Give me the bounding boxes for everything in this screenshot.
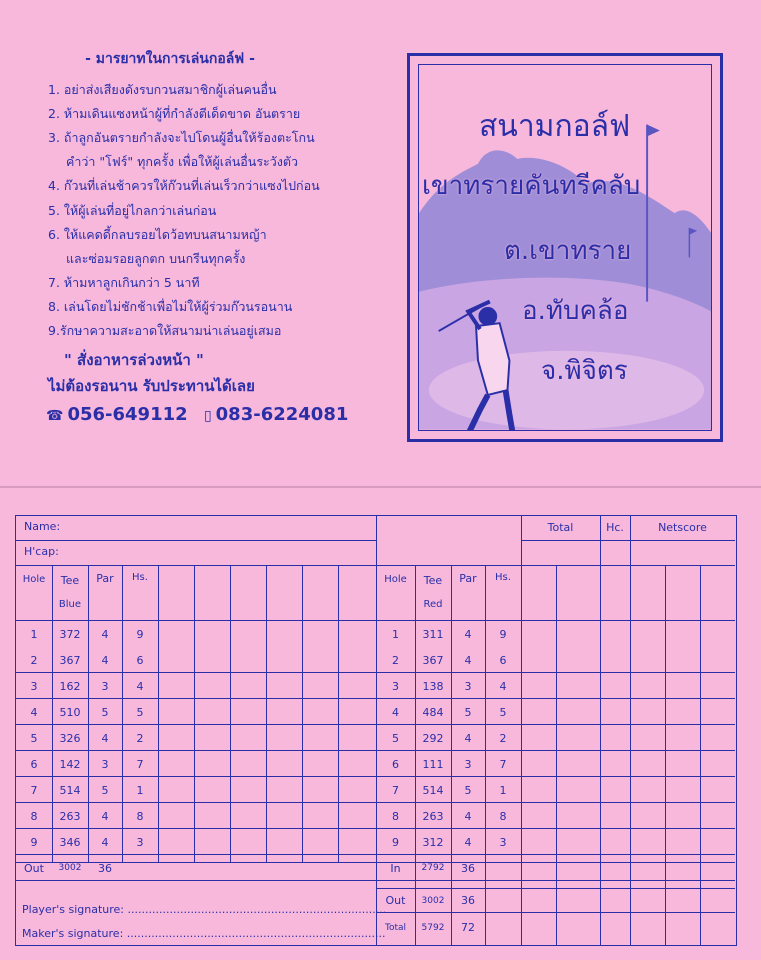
score-cell[interactable]	[557, 673, 600, 697]
par-header: Par	[96, 572, 114, 585]
score-cell[interactable]	[339, 803, 376, 827]
par-value: 5	[464, 784, 472, 797]
par-value: 4	[101, 628, 109, 641]
total-row-label: Total	[384, 923, 407, 933]
handicap-stroke: 9	[499, 628, 507, 641]
score-cell[interactable]	[339, 673, 376, 697]
handicap-stroke: 6	[499, 654, 507, 667]
score-cell[interactable]	[231, 725, 266, 749]
score-cell[interactable]	[666, 777, 700, 801]
handicap-stroke: 7	[136, 758, 144, 771]
hcap-field[interactable]	[16, 541, 376, 565]
score-cell[interactable]	[601, 699, 630, 723]
tee-red-label: Red	[423, 599, 443, 610]
logo-inner-frame	[418, 64, 712, 431]
score-cell[interactable]	[701, 621, 735, 645]
tee-yardage: 263	[422, 810, 444, 823]
tee-yardage: 311	[422, 628, 444, 641]
score-cell[interactable]	[303, 803, 338, 827]
grid-line	[451, 565, 452, 945]
par-value: 4	[101, 654, 109, 667]
score-cell[interactable]	[303, 621, 338, 645]
score-cell[interactable]	[159, 829, 194, 853]
score-cell[interactable]	[195, 725, 230, 749]
par-header: Par	[459, 572, 477, 585]
name-field[interactable]	[16, 516, 376, 540]
tee-yardage: 263	[59, 810, 81, 823]
handicap-stroke: 8	[499, 810, 507, 823]
par-value: 4	[464, 628, 472, 641]
score-cell[interactable]	[231, 673, 266, 697]
score-cell[interactable]	[303, 699, 338, 723]
rule-item: และซ่อมรอยลูกตก บนกรีนทุกครั้ง	[66, 251, 246, 266]
hole-number: 2	[30, 654, 38, 667]
total-label: Total	[547, 521, 574, 534]
rule-item: 6. ให้แคดดี้กลบรอยไดว้อทบนสนามหญ้า	[48, 227, 267, 242]
hole-number: 5	[30, 732, 38, 745]
score-cell[interactable]	[231, 621, 266, 645]
score-cell[interactable]	[267, 699, 302, 723]
par-value: 3	[101, 680, 109, 693]
score-cell[interactable]	[195, 803, 230, 827]
rule-item: 3. ถ้าลูกอันตรายกำลังจะไปโดนผู้อื่นให้ร้องตะโกน	[48, 130, 315, 145]
score-cell[interactable]	[267, 673, 302, 697]
score-cell[interactable]	[701, 647, 735, 671]
score-cell[interactable]	[522, 621, 556, 645]
score-cell[interactable]	[701, 829, 735, 853]
score-cell[interactable]	[339, 777, 376, 801]
par-value: 5	[464, 706, 472, 719]
score-cell[interactable]	[557, 777, 600, 801]
score-cell[interactable]	[195, 647, 230, 671]
par-value: 5	[101, 784, 109, 797]
score-cell[interactable]	[522, 699, 556, 723]
hole-number: 8	[392, 810, 399, 823]
score-cell[interactable]	[267, 725, 302, 749]
score-cell[interactable]	[267, 777, 302, 801]
score-cell[interactable]	[701, 725, 735, 749]
handicap-stroke: 2	[499, 732, 507, 745]
score-cell[interactable]	[231, 777, 266, 801]
score-cell[interactable]	[231, 751, 266, 775]
score-cell[interactable]	[666, 751, 700, 775]
par-value: 3	[464, 680, 472, 693]
score-cell[interactable]	[601, 725, 630, 749]
tee-header: Tee	[60, 574, 80, 587]
score-cell[interactable]	[601, 777, 630, 801]
hole-number: 8	[30, 810, 38, 823]
logo-club-name: เขาทรายคันทรีคลับ	[422, 171, 641, 201]
mobile-phone-icon: ▯	[203, 408, 212, 424]
hole-number: 2	[392, 654, 399, 667]
score-cell[interactable]	[631, 725, 665, 749]
order-ahead-subtext: ไม่ต้องรอนาน รับประทานได้เลย	[48, 377, 255, 395]
tee-yardage: 111	[422, 758, 444, 771]
tee-yardage: 142	[59, 758, 81, 771]
score-cell[interactable]	[159, 751, 194, 775]
score-cell[interactable]	[303, 725, 338, 749]
handicap-stroke: 3	[136, 836, 144, 849]
score-cell[interactable]	[522, 725, 556, 749]
score-cell[interactable]	[195, 699, 230, 723]
maker-signature-line: Maker's signature: ..........................................................................	[22, 927, 386, 940]
score-cell[interactable]	[631, 699, 665, 723]
hole-number: 4	[30, 706, 38, 719]
par-value: 4	[101, 836, 109, 849]
score-cell[interactable]	[557, 647, 600, 671]
tee-yardage: 326	[59, 732, 81, 745]
score-cell[interactable]	[701, 777, 735, 801]
score-cell[interactable]	[159, 699, 194, 723]
tee-yardage: 372	[59, 628, 81, 641]
score-cell[interactable]	[666, 699, 700, 723]
tee-blue-label: Blue	[58, 599, 82, 610]
handicap-stroke: 5	[499, 706, 507, 719]
score-cell[interactable]	[557, 803, 600, 827]
score-cell[interactable]	[631, 829, 665, 853]
tee-yardage: 346	[59, 836, 81, 849]
tee-yardage: 162	[59, 680, 81, 693]
grid-line	[521, 540, 735, 541]
out-par-total: 36	[98, 862, 112, 875]
score-cell[interactable]	[267, 803, 302, 827]
score-cell[interactable]	[339, 725, 376, 749]
score-cell[interactable]	[522, 647, 556, 671]
score-cell[interactable]	[631, 621, 665, 645]
out-tee-total: 3002	[58, 863, 82, 873]
score-cell[interactable]	[601, 673, 630, 697]
hole-number: 3	[392, 680, 399, 693]
handicap-stroke: 9	[136, 628, 144, 641]
grand-par-total: 72	[461, 921, 475, 934]
score-cell[interactable]	[303, 673, 338, 697]
player-signature-line: Player's signature: ..........................................................................	[22, 903, 387, 916]
phone-numbers	[46, 404, 348, 425]
rule-item: 2. ห้ามเดินแซงหน้าผู้ที่กำลังตีเด็ดขาด อันตราย	[48, 106, 301, 121]
hole-number: 7	[30, 784, 38, 797]
handicap-stroke: 1	[136, 784, 144, 797]
grid-line	[415, 565, 416, 945]
score-cell[interactable]	[557, 621, 600, 645]
score-cell[interactable]	[267, 621, 302, 645]
in-tee-total: 2792	[421, 863, 445, 873]
handicap-stroke: 4	[136, 680, 144, 693]
score-cell[interactable]	[231, 647, 266, 671]
hole-number: 3	[30, 680, 38, 693]
hcap-label: H'cap:	[24, 545, 59, 558]
par-value: 5	[101, 706, 109, 719]
score-cell[interactable]	[631, 777, 665, 801]
hc-label: Hc.	[606, 521, 624, 534]
in-par-total: 36	[461, 862, 475, 875]
score-cell[interactable]	[195, 829, 230, 853]
score-card	[15, 515, 737, 946]
rule-item: 1. อย่าส่งเสียงดังรบกวนสมาชิกผู้เล่นคนอื่น	[48, 82, 277, 97]
score-cell[interactable]	[339, 647, 376, 671]
score-cell[interactable]	[231, 803, 266, 827]
score-cell[interactable]	[631, 647, 665, 671]
telephone-icon: ☎	[46, 408, 64, 424]
score-cell[interactable]	[701, 803, 735, 827]
score-cell[interactable]	[666, 829, 700, 853]
netscore-label: Netscore	[658, 521, 707, 534]
hole-header: Hole	[22, 574, 46, 585]
score-cell[interactable]	[601, 803, 630, 827]
score-cell[interactable]	[522, 829, 556, 853]
score-cell[interactable]	[557, 725, 600, 749]
tee-yardage: 138	[422, 680, 444, 693]
hole-number: 9	[392, 836, 399, 849]
par-value: 3	[101, 758, 109, 771]
score-cell[interactable]	[557, 829, 600, 853]
rule-item: 5. ให้ผู้เล่นที่อยู่ไกลกว่าเล่นก่อน	[48, 203, 217, 218]
rule-item: 9.รักษาความสะอาดให้สนามน่าเล่นอยู่เสมอ	[48, 323, 282, 338]
handicap-stroke: 3	[499, 836, 507, 849]
tee-yardage: 514	[59, 784, 81, 797]
tee-yardage: 312	[422, 836, 444, 849]
hole-number: 4	[392, 706, 399, 719]
hs-header: Hs.	[132, 572, 148, 583]
score-cell[interactable]	[195, 751, 230, 775]
par-value: 4	[464, 732, 472, 745]
handicap-stroke: 2	[136, 732, 144, 745]
logo-title: สนามกอล์ฟ	[479, 109, 631, 144]
handicap-stroke: 4	[499, 680, 507, 693]
score-cell[interactable]	[159, 647, 194, 671]
rule-item: 4. ก๊วนที่เล่นช้าควรให้ก๊วนที่เล่นเร็วกว่าแซงไปก่อน	[48, 178, 320, 193]
out-tee-total: 3002	[421, 896, 445, 906]
hole-number: 7	[392, 784, 399, 797]
order-ahead-heading: " สั่งอาหารล่วงหน้า "	[64, 351, 204, 369]
par-value: 4	[464, 836, 472, 849]
score-cell[interactable]	[231, 699, 266, 723]
tee-yardage: 514	[422, 784, 444, 797]
handicap-stroke: 7	[499, 758, 507, 771]
par-value: 3	[464, 758, 472, 771]
name-label: Name:	[24, 520, 61, 533]
grand-tee-total: 5792	[421, 923, 445, 933]
hole-number: 6	[30, 758, 38, 771]
score-cell[interactable]	[303, 647, 338, 671]
par-value: 4	[101, 732, 109, 745]
score-cell[interactable]	[303, 751, 338, 775]
logo-province: จ.พิจิตร	[541, 356, 628, 386]
hole-number: 5	[392, 732, 399, 745]
rule-item: คำว่า "โฟร์" ทุกครั้ง เพื่อให้ผู้เล่นอื่นระวังตัว	[66, 154, 299, 169]
rule-item: 7. ห้ามหาลูกเกินกว่า 5 นาที	[48, 275, 200, 290]
out-par-total: 36	[461, 894, 475, 907]
score-cell[interactable]	[195, 621, 230, 645]
score-cell[interactable]	[701, 673, 735, 697]
score-cell[interactable]	[631, 673, 665, 697]
hs-header: Hs.	[495, 572, 511, 583]
score-cell[interactable]	[557, 699, 600, 723]
score-cell[interactable]	[267, 829, 302, 853]
score-cell[interactable]	[601, 621, 630, 645]
score-cell[interactable]	[701, 699, 735, 723]
mobile-number: 083-6224081	[215, 404, 349, 425]
score-cell[interactable]	[159, 777, 194, 801]
score-cell[interactable]	[339, 699, 376, 723]
score-cell[interactable]	[303, 829, 338, 853]
score-cell[interactable]	[195, 777, 230, 801]
handicap-stroke: 6	[136, 654, 144, 667]
in-label: In	[390, 862, 401, 875]
tee-yardage: 367	[59, 654, 81, 667]
score-cell[interactable]	[522, 673, 556, 697]
tee-yardage: 367	[422, 654, 444, 667]
grid-line	[485, 565, 486, 945]
score-cell[interactable]	[339, 621, 376, 645]
score-cell[interactable]	[159, 621, 194, 645]
score-cell[interactable]	[631, 751, 665, 775]
rules-title: - มารยาทในการเล่นกอล์ฟ -	[85, 51, 255, 67]
logo-district: อ.ทับคล้อ	[522, 296, 629, 326]
score-cell[interactable]	[303, 777, 338, 801]
score-cell[interactable]	[159, 673, 194, 697]
par-value: 4	[464, 810, 472, 823]
score-cell[interactable]	[666, 725, 700, 749]
score-cell[interactable]	[522, 803, 556, 827]
handicap-stroke: 5	[136, 706, 144, 719]
score-cell[interactable]	[631, 803, 665, 827]
hole-number: 6	[392, 758, 399, 771]
score-cell[interactable]	[267, 751, 302, 775]
score-cell[interactable]	[339, 751, 376, 775]
out-label: Out	[24, 862, 44, 875]
score-cell[interactable]	[601, 751, 630, 775]
score-cell[interactable]	[267, 647, 302, 671]
score-cell[interactable]	[666, 803, 700, 827]
score-cell[interactable]	[666, 621, 700, 645]
score-cell[interactable]	[701, 751, 735, 775]
handicap-stroke: 1	[499, 784, 507, 797]
landline-number: 056-649112	[67, 404, 188, 425]
score-cell[interactable]	[159, 725, 194, 749]
rule-item: 8. เล่นโดยไม่ชักช้าเพื่อไม่ให้ผู้ร่วมก๊วนรอนาน	[48, 299, 293, 314]
hole-number: 9	[30, 836, 38, 849]
handicap-stroke: 8	[136, 810, 144, 823]
club-logo-panel	[407, 53, 723, 442]
score-cell[interactable]	[601, 647, 630, 671]
tee-header: Tee	[423, 574, 443, 587]
score-cell[interactable]	[666, 647, 700, 671]
logo-subdistrict: ต.เขาทราย	[504, 236, 632, 266]
par-value: 4	[464, 654, 472, 667]
hole-number: 1	[392, 628, 399, 641]
fold-line	[0, 486, 761, 488]
score-cell[interactable]	[339, 829, 376, 853]
score-cell[interactable]	[231, 829, 266, 853]
score-cell[interactable]	[522, 777, 556, 801]
score-cell[interactable]	[195, 673, 230, 697]
par-value: 4	[101, 810, 109, 823]
tee-yardage: 510	[59, 706, 81, 719]
hole-number: 1	[30, 628, 38, 641]
tee-yardage: 292	[422, 732, 444, 745]
out-label: Out	[385, 894, 406, 907]
score-cell[interactable]	[159, 803, 194, 827]
score-cell[interactable]	[522, 751, 556, 775]
hole-header: Hole	[384, 574, 407, 585]
score-cell[interactable]	[666, 673, 700, 697]
score-cell[interactable]	[557, 751, 600, 775]
score-cell[interactable]	[601, 829, 630, 853]
tee-yardage: 484	[422, 706, 444, 719]
